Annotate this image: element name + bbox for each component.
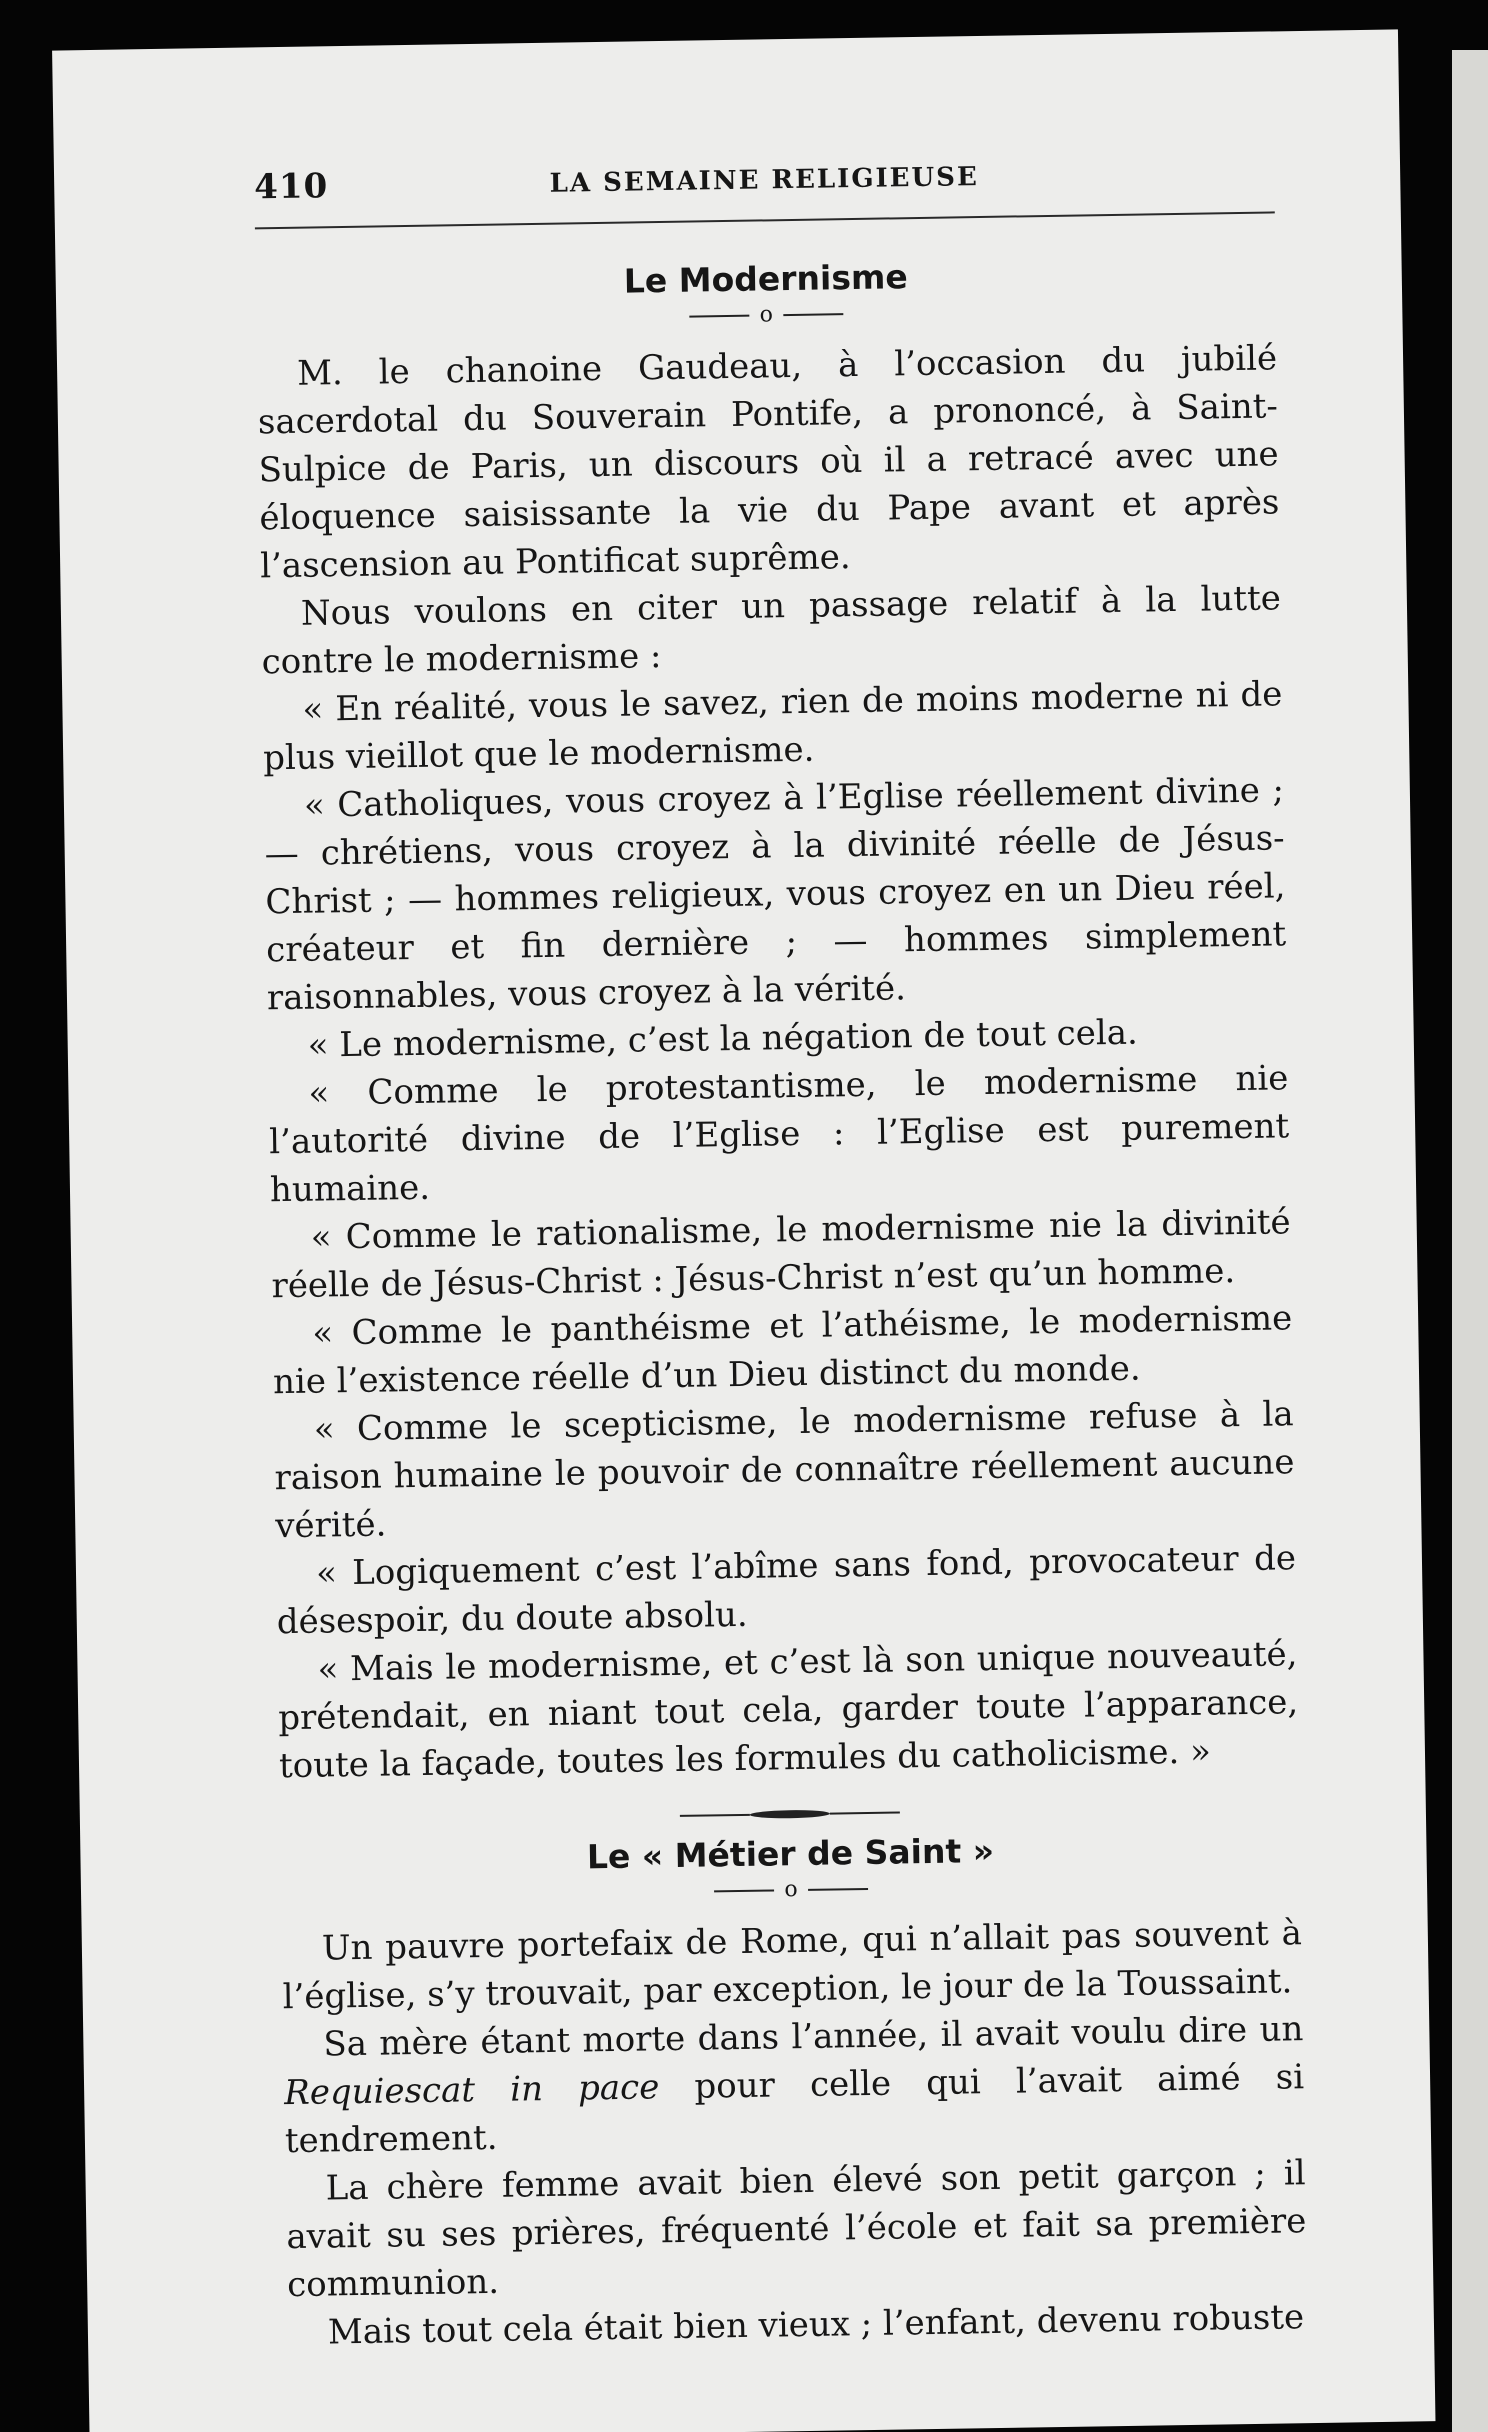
paragraph: « Le modernisme, c’est la négation de tout cela. bbox=[307, 1012, 1139, 1066]
paragraph: « Mais le modernisme, et c’est là son unique nouveauté, prétendait, en niant tout cela, garder toute l’apparance, toute la façade, toutes les formules du catholicisme. » bbox=[277, 1634, 1299, 1787]
text-after-italic: pour celle qui l’avait aimé si tendrement. bbox=[284, 2057, 1305, 2162]
ornament-line-left bbox=[680, 1814, 750, 1817]
paragraph: « Comme le protestantisme, le modernisme nie l’autorité divine de l’Eglise : l’Eglise est purement humaine. bbox=[268, 1058, 1290, 1211]
paragraph: « Logiquement c’est l’abîme sans fond, provocateur de désespoir, du doute absolu. bbox=[276, 1538, 1297, 1643]
paragraph-with-italic bbox=[283, 2005, 1305, 2165]
paragraph: Mais tout cela était bien vieux ; l’enfant, devenu robuste bbox=[327, 2297, 1305, 2353]
separator-mark: o bbox=[784, 1877, 798, 1903]
book-page bbox=[52, 29, 1435, 2432]
adjacent-page-edge bbox=[1452, 50, 1488, 2432]
italic-phrase: Requiescat in pace bbox=[283, 2067, 660, 2114]
journal-title: LA SEMAINE RELIGIEUSE bbox=[549, 162, 979, 199]
paragraph: La chère femme avait bien élevé son petit garçon ; il avait su ses prières, fréquenté l’école et fait sa première communion. bbox=[286, 2153, 1307, 2306]
paragraph: « En réalité, vous le savez, rien de moins moderne ni de plus vieillot que le modernisme. bbox=[262, 674, 1283, 779]
ornament-center bbox=[750, 1810, 830, 1819]
section-ornament bbox=[280, 1796, 1300, 1832]
paragraph: « Comme le scepticisme, le modernisme refuse à la raison humaine le pouvoir de connaître réellement aucune vérité. bbox=[274, 1394, 1295, 1547]
separator-mark: o bbox=[759, 302, 774, 328]
paragraph: M. le chanoine Gaudeau, à l’occasion du jubilé sacerdotal du Souverain Pontife, a prononcé, à Saint-Sulpice de Paris, un discours où il a retracé avec une éloquence saisissante la vie du Pape avant et après l’ascension au Pontificat suprême. bbox=[257, 338, 1280, 587]
running-head bbox=[254, 151, 1275, 229]
separator-line-left bbox=[690, 315, 750, 318]
paragraph: « Comme le panthéisme et l’athéisme, le modernisme nie l’existence réelle d’un Dieu distinct du monde. bbox=[272, 1298, 1293, 1403]
text-before-italic: Sa mère étant morte dans l’année, il avait voulu dire un bbox=[323, 2009, 1304, 2065]
separator-line-left bbox=[714, 1889, 774, 1892]
page-number: 410 bbox=[253, 166, 329, 208]
paragraph: « Catholiques, vous croyez à l’Eglise réellement divine ; — chrétiens, vous croyez à la divinité réelle de Jésus-Christ ; — hommes religieux, vous croyez en un Dieu réel, créateur et fin dernière ; — hommes simplement raisonnables, vous croyez à la vérité. bbox=[264, 770, 1287, 1019]
paragraph: « Comme le rationalisme, le modernisme nie la divinité réelle de Jésus-Christ : Jésus-Christ n’est qu’un homme. bbox=[271, 1202, 1291, 1307]
paragraph: Nous voulons en citer un passage relatif à la lutte contre le modernisme : bbox=[261, 578, 1282, 683]
ornament-line-right bbox=[830, 1811, 900, 1814]
article-title-metier-de-saint: Le « Métier de Saint » bbox=[586, 1831, 995, 1877]
article-title-modernisme: Le Modernisme bbox=[623, 257, 908, 301]
paragraph: Un pauvre portefaix de Rome, qui n’allait pas souvent à l’église, s’y trouvait, par exception, le jour de la Toussaint. bbox=[282, 1913, 1303, 2018]
separator-line-right bbox=[808, 1888, 868, 1891]
page-content bbox=[254, 151, 1308, 2357]
separator-line-right bbox=[783, 313, 843, 316]
